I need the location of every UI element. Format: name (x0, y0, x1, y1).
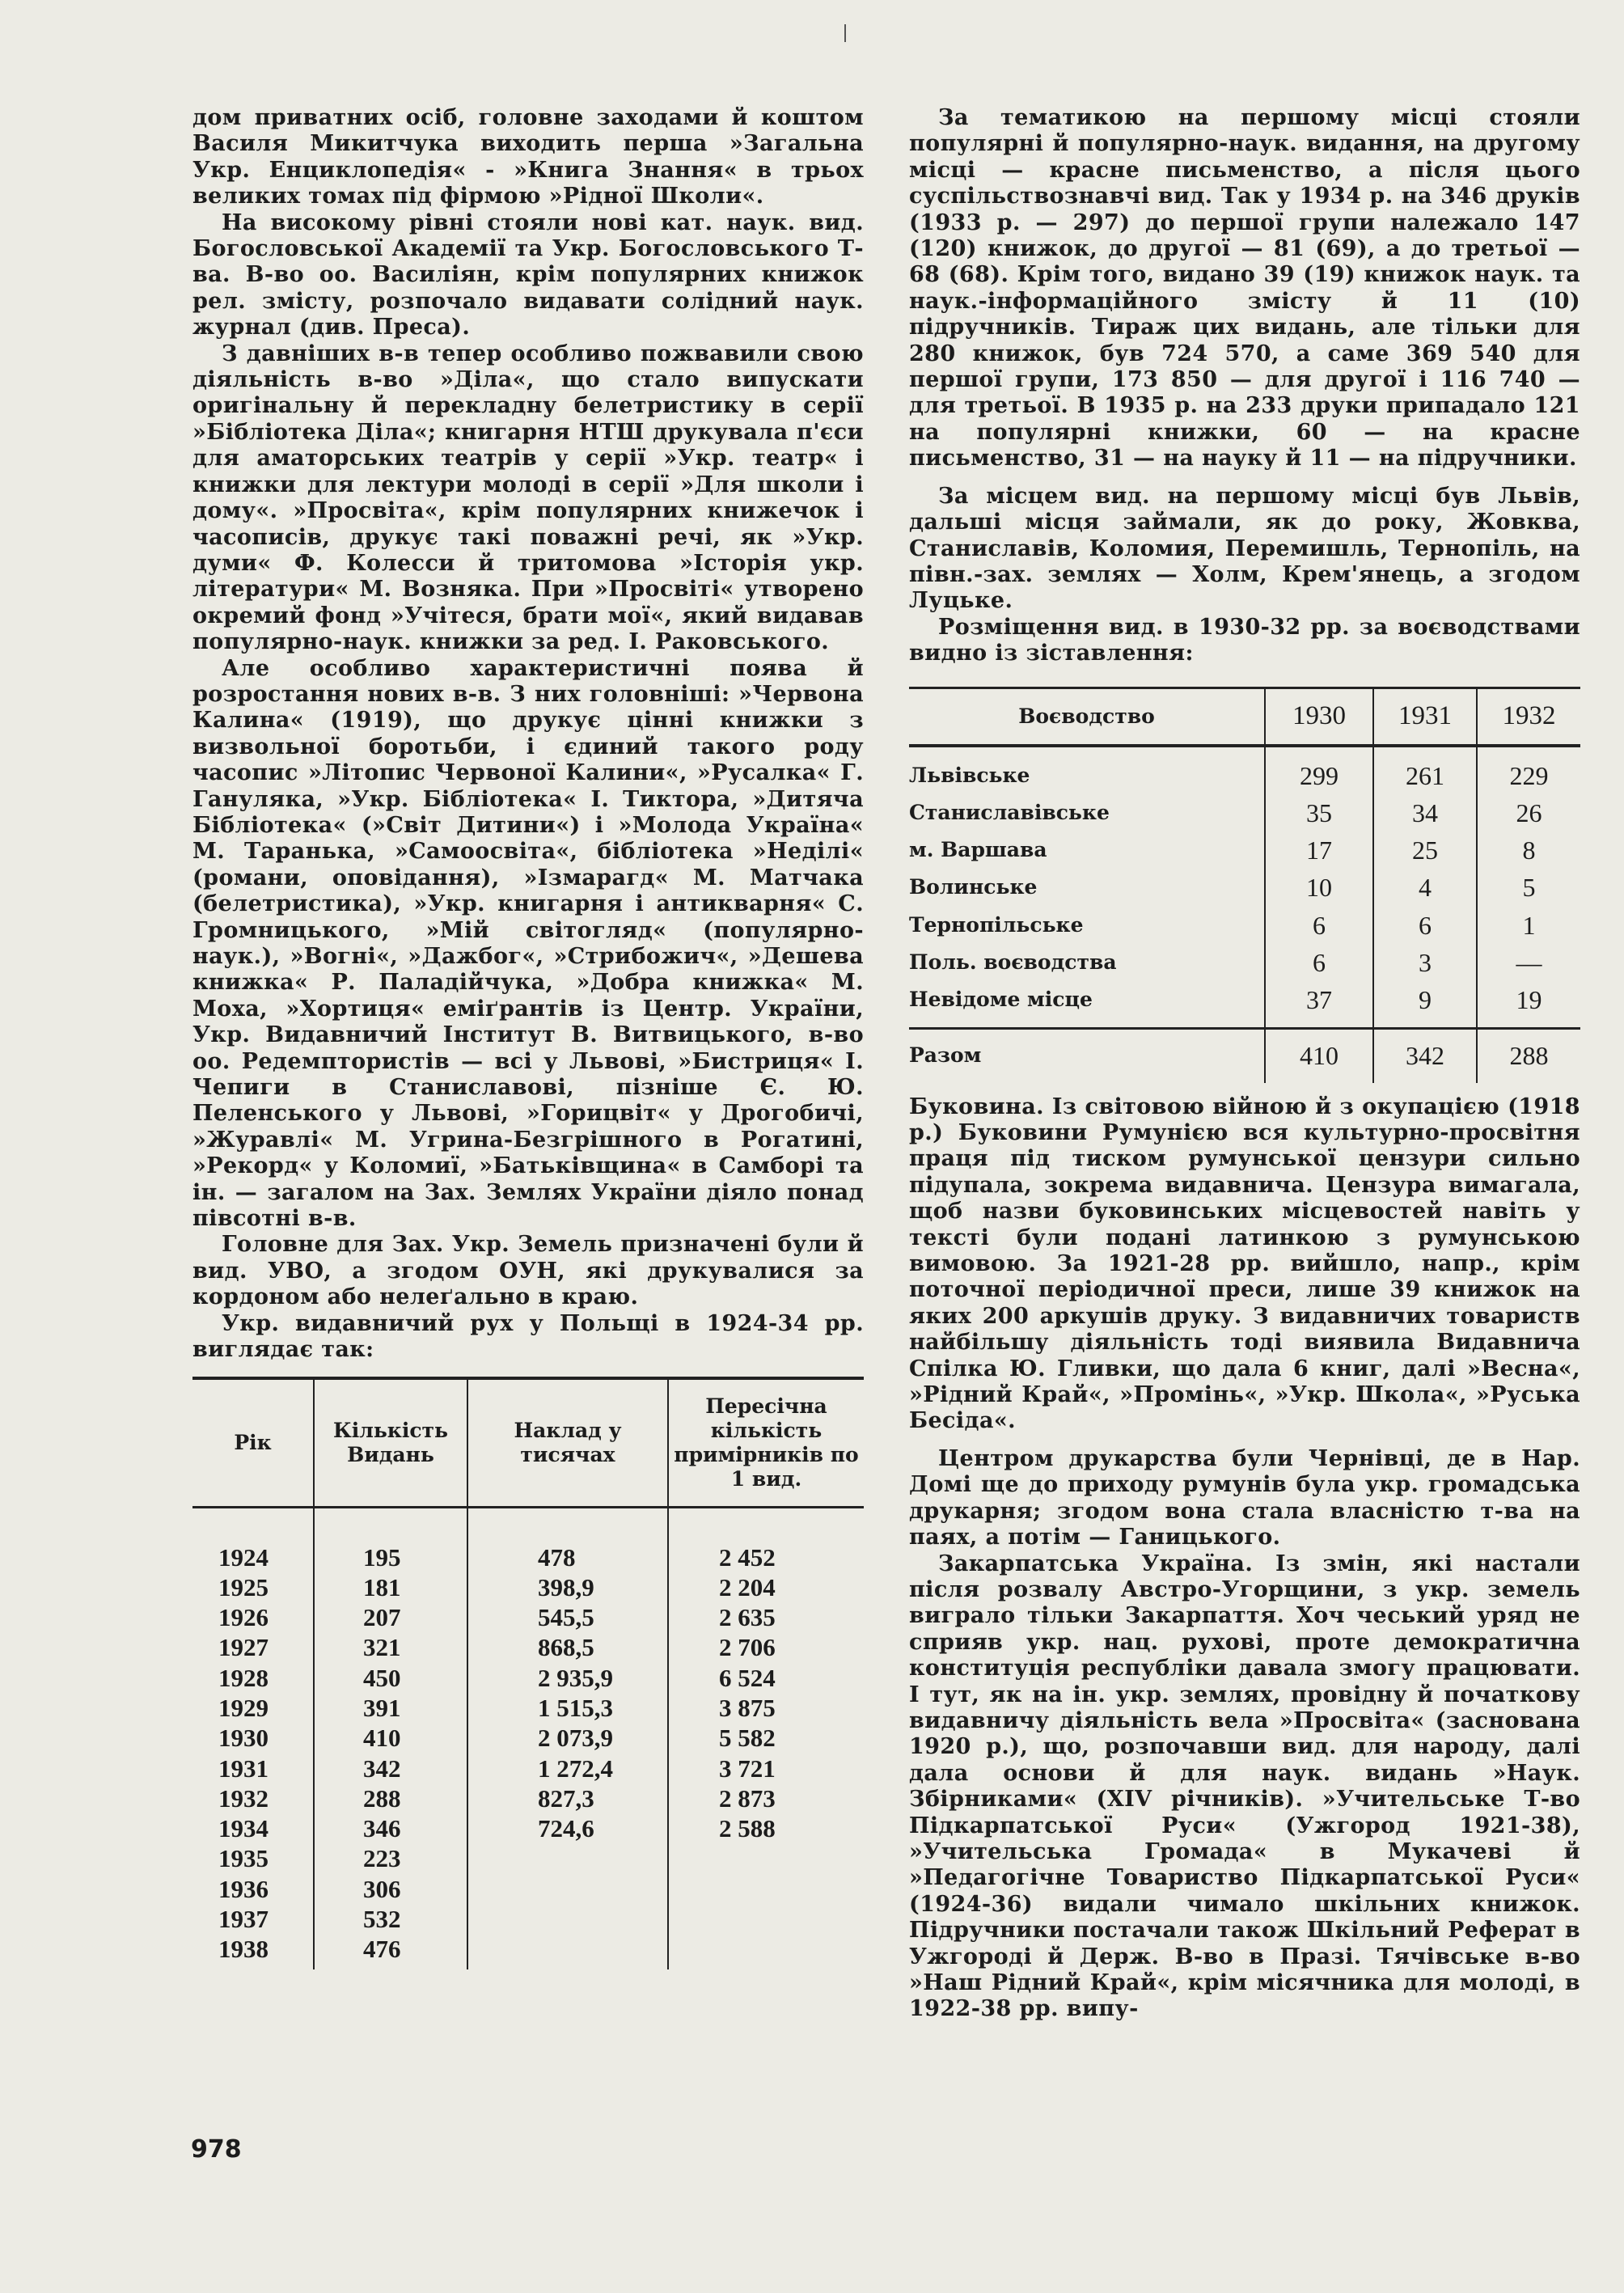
table-header-row (909, 687, 1580, 746)
year-cell: 1929 (218, 1693, 269, 1722)
circulation-cell: 868,5 (467, 1632, 668, 1662)
total-label: Разом (909, 1028, 1265, 1083)
table-row (909, 794, 1580, 831)
left-column (192, 105, 864, 1969)
average-cell: 2 635 (668, 1602, 864, 1632)
count-cell: 306 (314, 1874, 467, 1904)
average-cell: 2 452 (668, 1507, 864, 1572)
circulation-cell: 1 515,3 (467, 1693, 668, 1723)
paragraph: За місцем вид. на першому місці був Львів, дальші місця займали, як до року, Жовква, Станиславів, Коломия, Перемишль, Тернопіль, на півн.-зах. землях — Холм, Крем'янець, а згодом Луцьке. (909, 483, 1580, 614)
table-row (192, 1507, 864, 1572)
value-cell: 1 (1477, 907, 1580, 944)
paragraph: Розміщення вид. в 1930-32 рр. за воєводствами видно із зіставлення: (909, 614, 1580, 666)
circulation-cell: 545,5 (467, 1602, 668, 1632)
count-cell: 346 (314, 1813, 467, 1843)
region-cell: Львівське (909, 763, 1030, 787)
paragraph: З давніших в-в тепер особливо пожвавили свою діяльність в-во »Діла«, що стало випускати оригінальну й перекладну белетристику в серії »Бібліотека Діла«; книгарня НТШ друкувала п'єси для аматорських театрів у серії »Укр. театр« і книжки для лектури молоді в серії »Для школи і дому«. »Просвіта«, крім популярних книжечок і часописів, друкує такі поважні речі, як »Укр. думи« Ф. Колесси й тритомова »Історія укр. літератури« М. Возняка. При »Просвіті« утворено окремий фонд »Учітеся, брати мої«, який видавав популярно-наук. книжки за ред. І. Раковського. (192, 341, 864, 655)
total-value: 288 (1477, 1028, 1580, 1083)
average-cell (668, 1904, 864, 1934)
paragraph (909, 1094, 1580, 1435)
average-cell (668, 1874, 864, 1904)
table-row (192, 1754, 864, 1783)
column-header: Кількість Видань (314, 1378, 467, 1508)
circulation-cell (467, 1934, 668, 1969)
circulation-cell (467, 1904, 668, 1934)
paragraph: Укр. видавничий рух у Польщі в 1924-34 рр. виглядає так: (192, 1310, 864, 1363)
table-row (192, 1904, 864, 1934)
value-cell: 26 (1477, 794, 1580, 831)
paragraph: За тематикою на першому місці стояли популярні й популярно-наук. видання, на другому місці — красне письменство, а після цього суспільствознавчі вид. Так у 1934 р. на 346 друків (1933 р. — 297) до першої групи належало 147 (120) книжок, до другої — 81 (69), а до третьої — 68 (68). Крім того, видано 39 (19) книжок наук. та наук.-інформаційного змісту й 11 (10) підручників. Тираж цих видань, але тільки для 280 книжок, був 724 570, а саме 369 540 для першої групи, 173 850 — для другої і 116 740 — для третьої. В 1935 р. на 233 друки припадало 121 на популярні книжки, 60 — на красне письменство, 31 — на науку й 11 — на підручники. (909, 105, 1580, 472)
circulation-cell: 2 073,9 (467, 1723, 668, 1753)
year-cell: 1931 (218, 1754, 269, 1783)
table-row (909, 981, 1580, 1028)
average-cell: 2 204 (668, 1572, 864, 1602)
column-header: 1932 (1477, 687, 1580, 746)
value-cell: 299 (1265, 746, 1373, 794)
value-cell: 261 (1373, 746, 1477, 794)
average-cell: 2 873 (668, 1783, 864, 1813)
value-cell: 6 (1265, 907, 1373, 944)
table-row (192, 1934, 864, 1969)
total-value: 342 (1373, 1028, 1477, 1083)
count-cell: 181 (314, 1572, 467, 1602)
year-cell: 1934 (218, 1814, 269, 1843)
table-row (909, 944, 1580, 981)
value-cell: 25 (1373, 831, 1477, 869)
value-cell: 5 (1477, 869, 1580, 906)
count-cell: 321 (314, 1632, 467, 1662)
publishing-stats-table (192, 1377, 864, 1969)
year-cell: 1932 (218, 1783, 269, 1813)
value-cell: 8 (1477, 831, 1580, 869)
paragraph-text: Із змін, які настали після розвалу Австро-Угорщини, з укр. земель виграло тільки Закарпаття. Хоч чеський уряд не сприяв укр. нац. рухові, проте демократична конституція республіки давала змогу працювати. І тут, як на ін. укр. землях, провідну й початкову видавничу діяльність вела »Просвіта« (заснована 1920 р.), що, розпочавши вид. для народу, далі дала основи й для наук. видань »Наук. Збірниками« (XIV річників). »Учительське Т-во Підкарпатської Руси« (Ужгород 1921-38), »Учительська Громада« в Мукачеві й »Педагогічне Товариство Підкарпатської Руси« (1924-36) видали чимало шкільних книжок. Підручники постачали також Шкільний Реферат в Ужгороді й Держ. В-во в Празі. Тячівське в-во »Наш Рідний Край«, крім місячника для молоді, в 1922-38 рр. випу- (909, 1551, 1580, 2022)
average-cell (668, 1843, 864, 1873)
value-cell: 35 (1265, 794, 1373, 831)
circulation-cell (467, 1874, 668, 1904)
section-heading: Буковина. (909, 1094, 1044, 1119)
value-cell: 17 (1265, 831, 1373, 869)
page-edge-mark (844, 24, 846, 42)
average-cell: 3 875 (668, 1693, 864, 1723)
year-cell: 1935 (218, 1844, 269, 1873)
table-row (192, 1874, 864, 1904)
paragraph: Центром друкарства були Чернівці, де в Нар. Домі ще до приходу румунів була укр. громадська друкарня; згодом вона стала власністю т-ва на паях, а потім — Ганицького. (909, 1445, 1580, 1551)
value-cell: 6 (1373, 907, 1477, 944)
year-cell: 1937 (218, 1905, 269, 1934)
circulation-cell (467, 1843, 668, 1873)
average-cell (668, 1934, 864, 1969)
paragraph: Але особливо характеристичні поява й розростання нових в-в. З них головніші: »Червона Калина« (1919), що друкує цінні книжки з визвольної боротьби, і єдиний такого роду часопис »Літопис Червоної Калини«, »Русалка« Г. Ганулякa, »Укр. Бібліотека« І. Тиктора, »Дитяча Бібліотека« (»Світ Дитини«) і »Молода Україна« М. Таранька, »Самоосвіта«, бібліотека »Неділі« (романи, оповідання), »Ізмарагд« М. Матчака (белетристика), »Укр. книгарня і антикварня« С. Громницького, »Мій світогляд« (популярно-наук.), »Вогні«, »Дажбог«, »Стрибожич«, »Дешева книжка« Р. Паладійчука, »Добра книжка« М. Моха, »Хортиця« еміґрантів із Центр. України, Укр. Видавничий Інститут В. Витвицького, в-во оо. Редемптористів — всі у Львові, »Бистриця« І. Чепиги в Станиславові, пізніше Є. Ю. Пеленського у Львові, »Горицвіт« у Дрогобичі, »Журавлі« М. Угрина-Безгрішного в Рогатині, »Рекорд« у Коломиї, »Батьківщина« в Самборі та ін. — загалом на Зах. Землях України діяло понад півсотні в-в. (192, 655, 864, 1232)
value-cell: 10 (1265, 869, 1373, 906)
section-heading: Закарпатська Україна. (938, 1551, 1254, 1576)
column-header: Пересічна кількість примірників по 1 вид. (668, 1378, 864, 1508)
table-row (909, 869, 1580, 906)
count-cell: 288 (314, 1783, 467, 1813)
region-cell: Тернопільське (909, 912, 1084, 937)
value-cell: 34 (1373, 794, 1477, 831)
paragraph: Головне для Зах. Укр. Земель призначені були й вид. УВО, а згодом ОУН, які друкувалися за кордоном або нелеґально в краю. (192, 1232, 864, 1310)
table-row (192, 1632, 864, 1662)
right-column (909, 105, 1580, 2023)
value-cell: 6 (1265, 944, 1373, 981)
table-header-row (192, 1378, 864, 1508)
paragraph: дом приватних осіб, головне заходами й коштом Василя Микитчука виходить перша »Загальна Укр. Енциклопедія« - »Книга Знання« в трьох великих томах під фірмою »Рідної Школи«. (192, 105, 864, 209)
year-cell: 1930 (218, 1724, 269, 1753)
paragraph-text: Із світовою війною й з окупацією (1918 р.) Буковини Румунією вся культурно-просвітня праця під тиском румунської цензури сильно підупала, зокрема видавнича. Цензура вимагала, щоб назви буковинських місцевостей навіть у тексті були подані латинкою з румунською вимовою. За 1921-28 рр. вийшло, напр., крім поточної періодичної преси, лише 39 книжок на яких 200 аркушів друку. З видавничих товариств найбільшу діяльність тоді виявила Видавнича Спілка Ю. Гливки, що дала 6 книг, далі »Весна«, »Рідний Край«, »Промінь«, »Укр. Школа«, »Руська Бесіда«. (909, 1094, 1580, 1434)
year-cell: 1928 (218, 1663, 269, 1692)
circulation-cell: 827,3 (467, 1783, 668, 1813)
year-cell: 1924 (218, 1542, 269, 1572)
table-total-row (909, 1028, 1580, 1083)
table-row (192, 1663, 864, 1693)
table-row (192, 1693, 864, 1723)
table-row (192, 1843, 864, 1873)
count-cell: 410 (314, 1723, 467, 1753)
count-cell: 532 (314, 1904, 467, 1934)
table-row (909, 831, 1580, 869)
paragraph: На високому рівні стояли нові кат. наук. вид. Богословської Академії та Укр. Богословського Т-ва. В-во оо. Василіян, крім популярних книжок рел. змісту, розпочало видавати солідний наук. журнал (див. Преса). (192, 209, 864, 341)
region-cell: Станиславівське (909, 800, 1110, 824)
average-cell: 6 524 (668, 1663, 864, 1693)
average-cell: 5 582 (668, 1723, 864, 1753)
circulation-cell: 724,6 (467, 1813, 668, 1843)
region-cell: Поль. воєводства (909, 950, 1117, 975)
count-cell: 223 (314, 1843, 467, 1873)
total-value: 410 (1265, 1028, 1373, 1083)
value-cell: 3 (1373, 944, 1477, 981)
circulation-cell: 398,9 (467, 1572, 668, 1602)
value-cell: 19 (1477, 981, 1580, 1028)
page-number: 978 (191, 2135, 242, 2164)
count-cell: 207 (314, 1602, 467, 1632)
table-row (192, 1723, 864, 1753)
paragraph (909, 1551, 1580, 2023)
column-header: Воєводство (909, 687, 1265, 746)
column-header: Наклад у тисячах (467, 1378, 668, 1508)
region-cell: м. Варшава (909, 838, 1047, 862)
count-cell: 450 (314, 1663, 467, 1693)
value-cell: 4 (1373, 869, 1477, 906)
average-cell: 3 721 (668, 1754, 864, 1783)
table-row (909, 746, 1580, 794)
column-header: Рік (192, 1378, 314, 1508)
count-cell: 391 (314, 1693, 467, 1723)
table-row (192, 1813, 864, 1843)
column-header: 1931 (1373, 687, 1477, 746)
circulation-cell: 2 935,9 (467, 1663, 668, 1693)
circulation-cell: 478 (467, 1507, 668, 1572)
value-cell: 9 (1373, 981, 1477, 1028)
count-cell: 195 (314, 1507, 467, 1572)
value-cell: — (1477, 944, 1580, 981)
average-cell: 2 706 (668, 1632, 864, 1662)
table-row (192, 1783, 864, 1813)
year-cell: 1927 (218, 1633, 269, 1662)
region-cell: Волинське (909, 875, 1038, 899)
table-row (192, 1572, 864, 1602)
count-cell: 476 (314, 1934, 467, 1969)
voivodeship-table (909, 687, 1580, 1083)
column-header: 1930 (1265, 687, 1373, 746)
average-cell: 2 588 (668, 1813, 864, 1843)
year-cell: 1925 (218, 1572, 269, 1601)
region-cell: Невідоме місце (909, 988, 1093, 1012)
year-cell: 1938 (218, 1935, 269, 1964)
table-row (192, 1602, 864, 1632)
count-cell: 342 (314, 1754, 467, 1783)
value-cell: 229 (1477, 746, 1580, 794)
table-row (909, 907, 1580, 944)
circulation-cell: 1 272,4 (467, 1754, 668, 1783)
value-cell: 37 (1265, 981, 1373, 1028)
year-cell: 1936 (218, 1874, 269, 1903)
year-cell: 1926 (218, 1603, 269, 1632)
